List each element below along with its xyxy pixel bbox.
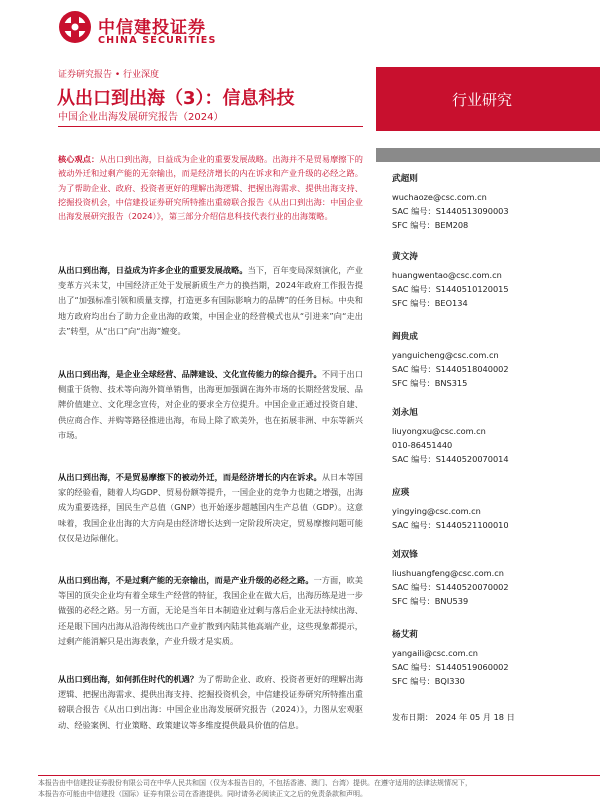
side-banner — [376, 67, 600, 131]
analyst-card — [392, 172, 592, 232]
analyst-card — [392, 406, 592, 466]
footer-disclaimer — [38, 778, 600, 799]
analyst-header-bar — [376, 148, 600, 162]
analyst-email[interactable]: yangaili@csc.com.cn — [392, 648, 478, 658]
footer-divider — [38, 775, 600, 776]
paragraph-lead: 从出口到出海，不是过剩产能的无奈输出，而是产业升级的必经之路。 — [58, 575, 314, 585]
body-paragraph — [58, 263, 363, 339]
analyst-sac: SAC 编号：S1440520070002 — [392, 582, 509, 592]
paragraph-text: 从日本等国家的经验看，随着人均GDP、贸易份额等提升，一国企业的竞争力也随之增强，出海成为重要选择，国民生产总值（GNP）也开始逐步超越国内生产总值（GDP）。这意味着，我国企业出海的大方向是由经济增长达到一定阶段所决定，贸易摩擦问题可能仅仅是边际催化。 — [58, 472, 363, 543]
paragraph-lead: 从出口到出海，是企业全球经营、品牌建设、文化宣传能力的综合提升。 — [58, 369, 322, 379]
analyst-sac: SAC 编号：S1440520070014 — [392, 454, 509, 464]
core-viewpoint — [58, 152, 363, 223]
analyst-name: 刘永旭 — [392, 408, 418, 418]
paragraph-lead: 从出口到出海，日益成为许多企业的重要发展战略。 — [58, 265, 248, 275]
paragraph-text: 一方面，欧美等国的顶尖企业均有着全球生产经营的特征，我国企业在做大后，出海历练是进一步做强的必经之路。另一方面，无论是当年日本制造业过剩与落后企业无法持续出海、还是眼下国内出海从沿海传统出口产业扩散到内陆其他高端产业，这些现象都提示，过剩产能消解只是出海表象，产业升级才是实质。 — [58, 575, 363, 646]
analyst-name: 刘双锋 — [392, 550, 418, 560]
analyst-sfc: SFC 编号：BEO134 — [392, 298, 468, 308]
core-viewpoint-label: 核心观点： — [58, 154, 100, 164]
paragraph-lead: 从出口到出海，如何抓住时代的机遇？ — [58, 674, 199, 684]
analyst-sac: SAC 编号：S1440513090003 — [392, 206, 509, 216]
analyst-card — [392, 250, 592, 310]
analyst-email[interactable]: wuchaoze@csc.com.cn — [392, 192, 487, 202]
analyst-phone: 010-86451440 — [392, 440, 453, 450]
analyst-card — [392, 486, 592, 532]
publish-date: 发布日期： 2024 年 05 月 18 日 — [392, 712, 515, 722]
body-paragraph — [58, 470, 363, 546]
analyst-sac: SAC 编号：S1440518040002 — [392, 364, 509, 374]
analyst-email[interactable]: liushuangfeng@csc.com.cn — [392, 568, 504, 578]
analyst-name: 黄文涛 — [392, 252, 418, 262]
paragraph-lead: 从出口到出海，不是贸易摩擦下的被动外迁，而是经济增长的内在诉求。 — [58, 472, 322, 482]
analyst-sfc: SFC 编号：BQI330 — [392, 676, 465, 686]
analyst-card — [392, 330, 592, 390]
logo-text-cn: 中信建投证券 — [98, 18, 206, 38]
core-viewpoint-text: 从出口到出海，日益成为企业的重要发展战略。出海并不是贸易摩擦下的被动外迁和过剩产能的无奈输出，而是经济增长的内在诉求和产业升级的必经之路。为了帮助企业、政府、投资者更好的理解出海逻辑、把握出海需求、提供出海支持、挖掘投资机会，中信建投证券研究所特推出重磅联合报告《从出口到出海：中国企业出海发展研究报告（2024）》，第三部分介绍信息科技代表行业的出海策略。 — [58, 154, 363, 222]
analyst-sfc: SFC 编号：BNU539 — [392, 596, 469, 606]
footer-line-2: 本报告亦可能由中信建投（国际）证券有限公司在香港提供。同时请务必阅读正文之后的免责条款和声明。 — [38, 789, 367, 798]
analyst-email[interactable]: liuyongxu@csc.com.cn — [392, 426, 486, 436]
analyst-name: 杨艾莉 — [392, 630, 418, 640]
footer-line-1: 本报告由中信建投证券股份有限公司在中华人民共和国（仅为本报告目的，不包括香港、澳门、台湾）提供。在遵守适用的法律法规情况下， — [38, 779, 472, 787]
body-paragraph — [58, 367, 363, 443]
report-title: 从出口到出海（3）：信息科技 — [57, 88, 295, 109]
analyst-card — [392, 548, 592, 608]
report-category: 证券研究报告 • 行业深度 — [58, 70, 160, 80]
analyst-email[interactable]: huangwentao@csc.com.cn — [392, 270, 502, 280]
title-divider — [58, 126, 363, 127]
analyst-name: 武超则 — [392, 174, 418, 184]
analyst-sac: SAC 编号：S1440510120015 — [392, 284, 509, 294]
body-paragraph — [58, 573, 363, 649]
analyst-sac: SAC 编号：S1440521100010 — [392, 520, 509, 530]
analyst-sfc: SFC 编号：BEM208 — [392, 220, 469, 230]
paragraph-text: 当下，百年变局深刻演化，产业变革方兴未艾，中国经济正处于发展新质生产力的换挡期，2024年政府工作报告提出了“加强标准引领和质量支撑，打造更多有国际影响力的品牌”的任务目标。中央和地方政府均出台了助力企业出海的政策，中国企业的经营模式也从“引进来”向“走出去”转型，从“出口”向“出海”嬗变。 — [58, 265, 363, 336]
body-paragraph — [58, 672, 363, 733]
paragraph-text: 为了帮助企业、政府、投资者更好的理解出海逻辑、把握出海需求、提供出海支持、挖掘投资机会，中信建投证券研究所特推出重磅联合报告《从出口到出海：中国企业出海发展研究报告（2024）》，力图从宏观驱动、经验案例、行业策略、政策建议等多维度提供最具价值的信息。 — [58, 674, 363, 730]
side-banner-label: 行业研究 — [452, 91, 513, 109]
analyst-sidebar — [376, 140, 600, 740]
analyst-sac: SAC 编号：S1440519060002 — [392, 662, 509, 672]
logo-text-en: CHINA SECURITIES — [98, 35, 217, 46]
analyst-card — [392, 628, 592, 688]
logo-mark-icon — [58, 10, 92, 44]
analyst-email[interactable]: yanguicheng@csc.com.cn — [392, 350, 499, 360]
paragraph-text: 不同于出口侧重于货物、技术等向海外简单销售，出海更加强调在海外市场的长期经营发展、品牌价值建立、文化理念宣传，对企业的要求全方位提升。中国企业正通过投资自建、供应商合作、并购等路径推进出海，布局上除了欧美外，也在拓展非洲、中东等新兴市场。 — [58, 369, 363, 440]
analyst-email[interactable]: yingying@csc.com.cn — [392, 506, 481, 516]
report-subtitle: 中国企业出海发展研究报告（2024） — [58, 112, 224, 123]
company-logo — [58, 10, 228, 56]
analyst-name: 应瑛 — [392, 488, 410, 498]
analyst-name: 阎贵成 — [392, 332, 418, 342]
analyst-sfc: SFC 编号：BNS315 — [392, 378, 468, 388]
